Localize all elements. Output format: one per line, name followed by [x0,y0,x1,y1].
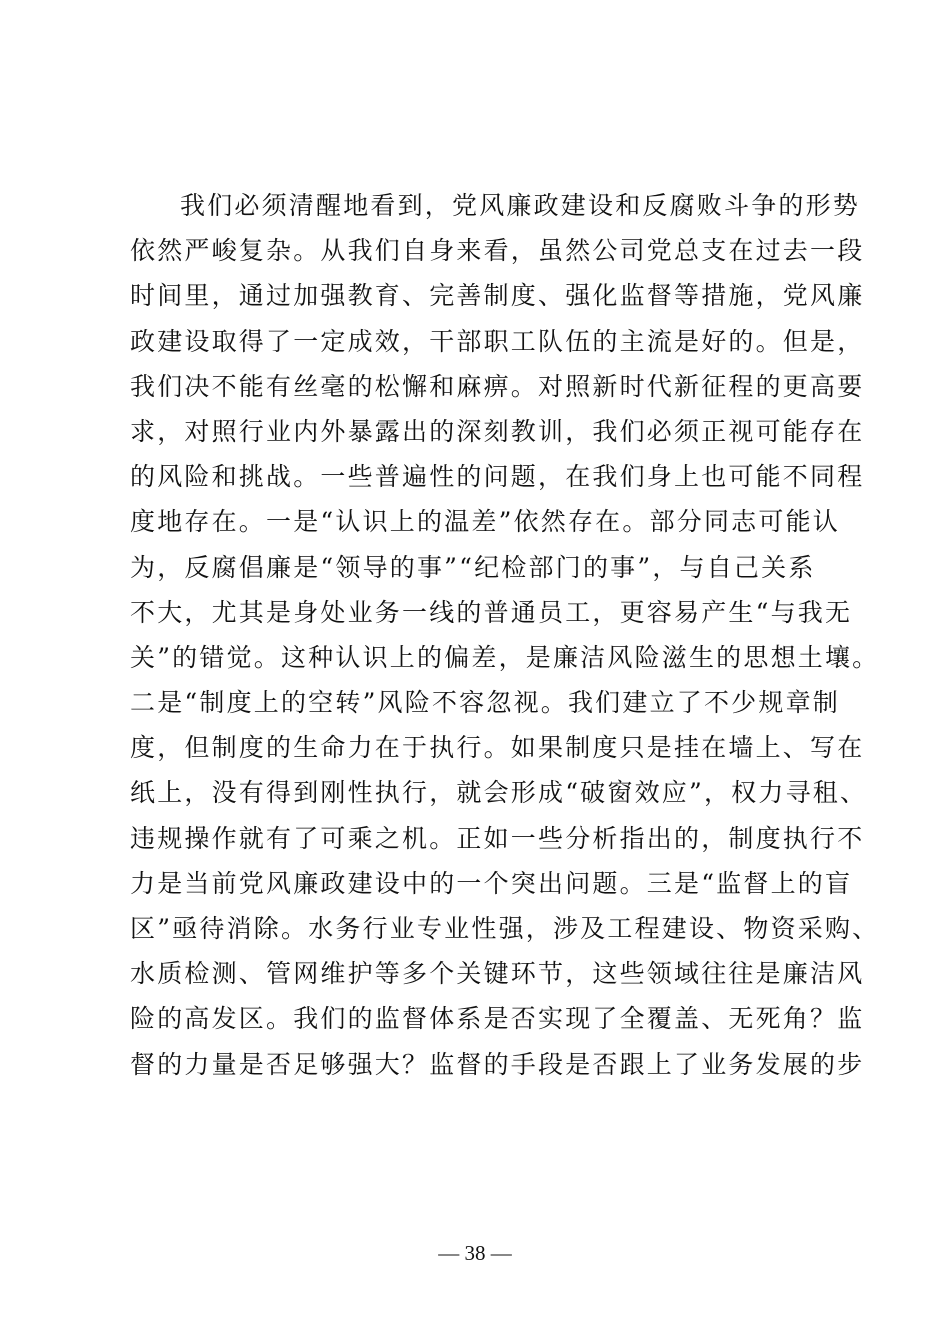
text-line: 为，反腐倡廉是“领导的事”“纪检部门的事”，与自己关系 [130,552,816,582]
text-line: 关”的错觉。这种认识上的偏差，是廉洁风险滋生的思想土壤。 [130,642,880,672]
text-line: 水质检测、管网维护等多个关键环节，这些领域往往是廉洁风 [130,959,865,989]
text-line: 力是当前党风廉政建设中的一个突出问题。三是“监督上的盲 [130,868,853,898]
text-line: 时间里，通过加强教育、完善制度、强化监督等措施，党风廉 [130,281,865,311]
page-number: — 38 — [438,1241,512,1265]
text-line: 依然严峻复杂。从我们自身来看，虽然公司党总支在过去一段 [130,236,865,266]
text-line: 政建设取得了一定成效，干部职工队伍的主流是好的。但是， [130,326,865,356]
text-line: 求，对照行业内外暴露出的深刻教训，我们必须正视可能存在 [130,416,865,446]
text-line: 督的力量是否足够强大？监督的手段是否跟上了业务发展的步 [130,1049,865,1079]
text-line: 的风险和挑战。一些普遍性的问题，在我们身上也可能不同程 [130,462,865,492]
text-line: 区”亟待消除。水务行业专业性强，涉及工程建设、物资采购、 [130,914,880,943]
text-line: 我们必须清醒地看到，党风廉政建设和反腐败斗争的形势 [180,191,861,220]
text-line: 违规操作就有了可乘之机。正如一些分析指出的，制度执行不 [130,823,865,853]
text-line: 险的高发区。我们的监督体系是否实现了全覆盖、无死角？监 [130,1004,865,1034]
text-line: 度地存在。一是“认识上的温差”依然存在。部分同志可能认 [130,507,840,537]
text-line: 纸上，没有得到刚性执行，就会形成“破窗效应”，权力寻租、 [130,778,868,808]
text-line: 我们决不能有丝毫的松懈和麻痹。对照新时代新征程的更高要 [130,371,865,401]
text-line: 二是“制度上的空转”风险不容忽视。我们建立了不少规章制 [130,688,840,718]
text-line: 不大，尤其是身处业务一线的普通员工，更容易产生“与我无 [130,597,853,627]
text-line: 度，但制度的生命力在于执行。如果制度只是挂在墙上、写在 [130,733,865,763]
body-paragraph [130,183,880,1087]
